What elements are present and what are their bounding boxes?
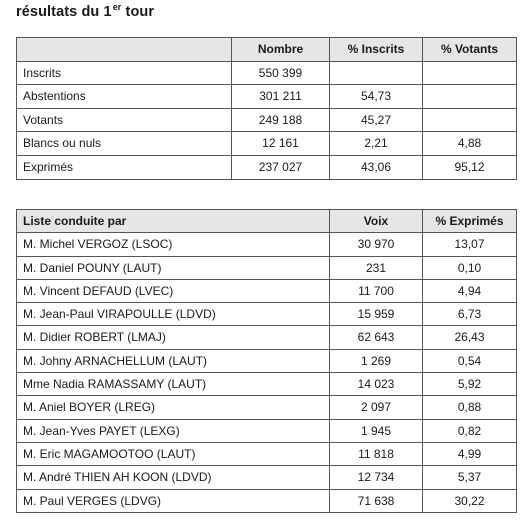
pct-votants-cell: 4,88 (423, 132, 517, 156)
voix-cell: 15 959 (330, 303, 423, 326)
table-row (17, 155, 517, 179)
candidate-cell: M. Michel VERGOZ (LSOC) (17, 233, 330, 256)
pct-votants-cell: 95,12 (423, 155, 517, 179)
voix-cell: 62 643 (330, 326, 423, 349)
candidate-cell: M. Johny ARNACHELLUM (LAUT) (17, 349, 330, 372)
table-row (17, 396, 517, 419)
nombre-cell: 550 399 (232, 61, 330, 85)
voix-cell: 30 970 (330, 233, 423, 256)
pct-votants-cell (423, 61, 517, 85)
lists-header-pct-exprimes: % Exprimés (423, 210, 517, 233)
pct-inscrits-cell: 43,06 (330, 155, 423, 179)
lists-header-liste: Liste conduite par (17, 210, 330, 233)
table-row (17, 85, 517, 109)
participation-header-pct-inscrits: % Inscrits (330, 38, 423, 62)
pct-inscrits-cell: 54,73 (330, 85, 423, 109)
table-row (17, 349, 517, 372)
row-label-cell: Exprimés (17, 155, 232, 179)
candidate-cell: M. André THIEN AH KOON (LDVD) (17, 466, 330, 489)
pct-inscrits-cell (330, 61, 423, 85)
pct-exprimes-cell: 5,37 (423, 466, 517, 489)
row-label-cell: Inscrits (17, 61, 232, 85)
table-row (17, 61, 517, 85)
title-suffix: tour (121, 4, 155, 20)
pct-exprimes-cell: 26,43 (423, 326, 517, 349)
voix-cell: 1 945 (330, 419, 423, 442)
pct-exprimes-cell: 5,92 (423, 373, 517, 396)
pct-exprimes-cell: 6,73 (423, 303, 517, 326)
lists-header-voix: Voix (330, 210, 423, 233)
participation-header-nombre: Nombre (232, 38, 330, 62)
table-row (17, 132, 517, 156)
pct-exprimes-cell: 4,99 (423, 442, 517, 465)
voix-cell: 14 023 (330, 373, 423, 396)
participation-header-label (17, 38, 232, 62)
table-row (17, 442, 517, 465)
pct-exprimes-cell: 0,54 (423, 349, 517, 372)
pct-votants-cell (423, 108, 517, 132)
participation-header-row (17, 38, 517, 62)
nombre-cell: 301 211 (232, 85, 330, 109)
pct-exprimes-cell: 0,82 (423, 419, 517, 442)
row-label-cell: Abstentions (17, 85, 232, 109)
nombre-cell: 237 027 (232, 155, 330, 179)
table-row (17, 373, 517, 396)
table-row (17, 256, 517, 279)
voix-cell: 2 097 (330, 396, 423, 419)
table-row (17, 279, 517, 302)
nombre-cell: 12 161 (232, 132, 330, 156)
voix-cell: 71 638 (330, 489, 423, 512)
nombre-cell: 249 188 (232, 108, 330, 132)
voix-cell: 11 700 (330, 279, 423, 302)
candidate-cell: Mme Nadia RAMASSAMY (LAUT) (17, 373, 330, 396)
pct-exprimes-cell: 13,07 (423, 233, 517, 256)
candidate-cell: M. Paul VERGES (LDVG) (17, 489, 330, 512)
table-row (17, 108, 517, 132)
table-row (17, 303, 517, 326)
table-row (17, 419, 517, 442)
table-row (17, 233, 517, 256)
participation-header-pct-votants: % Votants (423, 38, 517, 62)
table-row (17, 466, 517, 489)
participation-table (16, 37, 517, 180)
pct-exprimes-cell: 0,10 (423, 256, 517, 279)
candidate-cell: M. Aniel BOYER (LREG) (17, 396, 330, 419)
title-text: résultats du 1 (16, 4, 112, 20)
candidate-cell: M. Vincent DEFAUD (LVEC) (17, 279, 330, 302)
candidate-cell: M. Eric MAGAMOOTOO (LAUT) (17, 442, 330, 465)
title-superscript: er (112, 2, 122, 12)
pct-inscrits-cell: 45,27 (330, 108, 423, 132)
pct-exprimes-cell: 4,94 (423, 279, 517, 302)
voix-cell: 11 818 (330, 442, 423, 465)
table-row (17, 489, 517, 512)
page-title (16, 2, 154, 20)
pct-exprimes-cell: 30,22 (423, 489, 517, 512)
lists-table (16, 209, 517, 513)
voix-cell: 12 734 (330, 466, 423, 489)
candidate-cell: M. Daniel POUNY (LAUT) (17, 256, 330, 279)
pct-exprimes-cell: 0,88 (423, 396, 517, 419)
row-label-cell: Blancs ou nuls (17, 132, 232, 156)
candidate-cell: M. Didier ROBERT (LMAJ) (17, 326, 330, 349)
lists-header-row (17, 210, 517, 233)
pct-votants-cell (423, 85, 517, 109)
table-row (17, 326, 517, 349)
voix-cell: 231 (330, 256, 423, 279)
candidate-cell: M. Jean-Yves PAYET (LEXG) (17, 419, 330, 442)
voix-cell: 1 269 (330, 349, 423, 372)
candidate-cell: M. Jean-Paul VIRAPOULLE (LDVD) (17, 303, 330, 326)
row-label-cell: Votants (17, 108, 232, 132)
pct-inscrits-cell: 2,21 (330, 132, 423, 156)
